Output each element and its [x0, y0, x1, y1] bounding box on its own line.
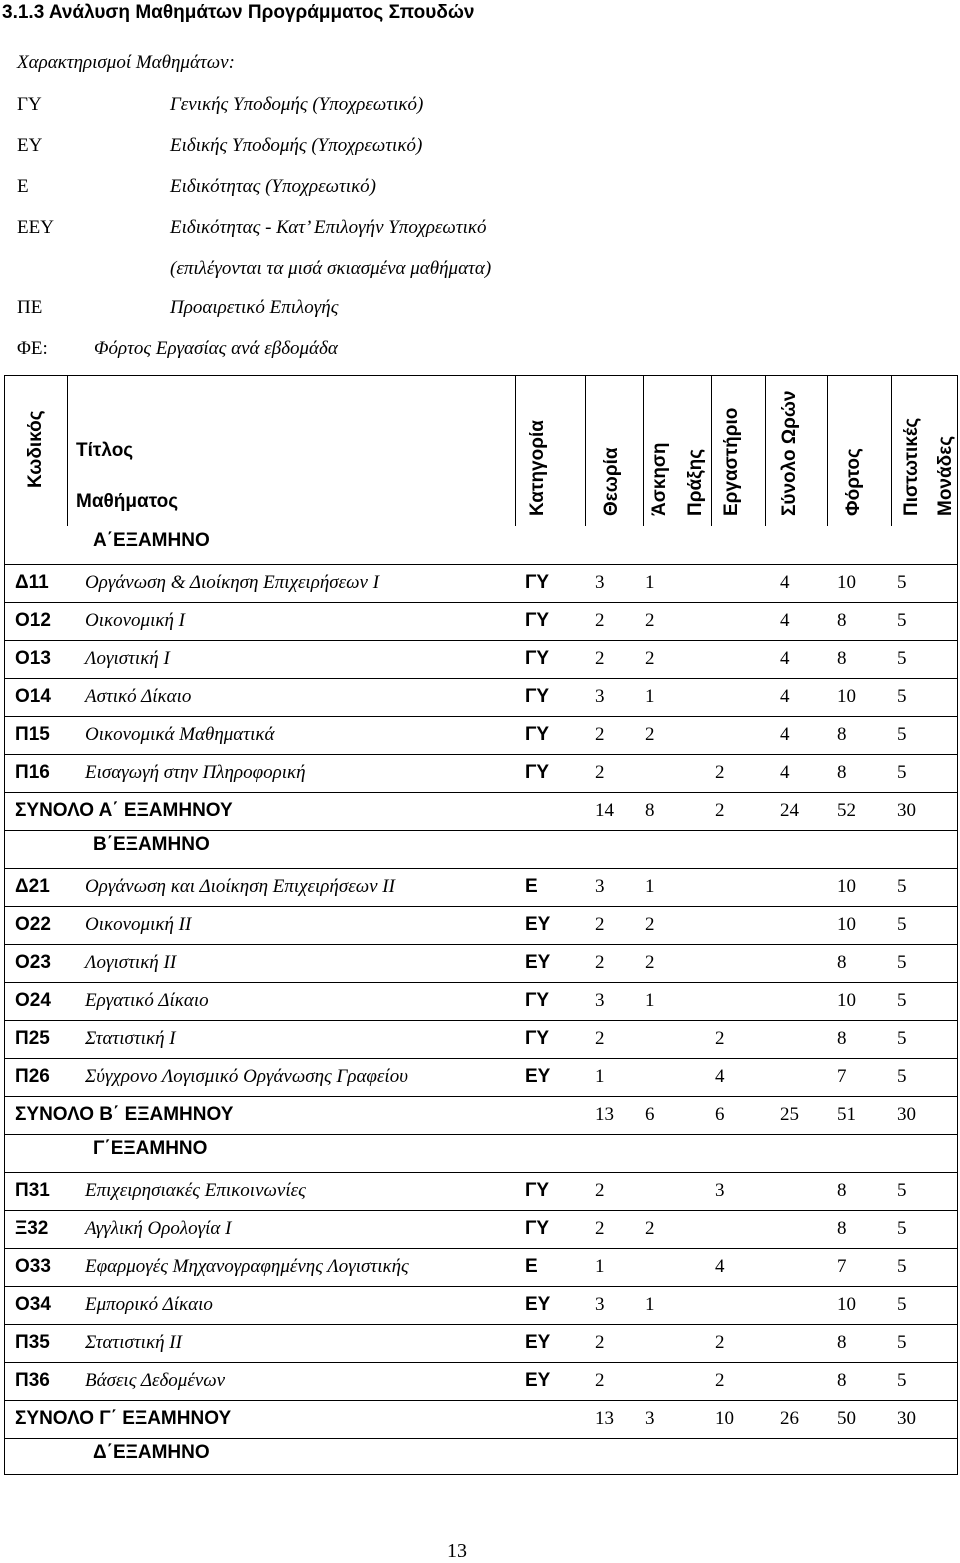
semester-label: Β΄ΕΞΑΜΗΝΟ: [93, 834, 210, 855]
course-title: Αστικό Δίκαιο: [85, 686, 192, 707]
course-title: Οικονομική ΙΙ: [85, 914, 192, 935]
course-title: Επιχειρησιακές Επικοινωνίες: [85, 1180, 306, 1201]
total-exercise: 6: [645, 1104, 655, 1125]
course-exercise: 2: [645, 1218, 655, 1239]
course-code: Ξ32: [15, 1218, 49, 1239]
legend-code: ΕΕΥ: [17, 217, 54, 238]
course-category: ΓΥ: [525, 686, 550, 707]
row-divider: [5, 830, 957, 831]
course-category: Ε: [525, 1256, 538, 1277]
course-hours: 4: [780, 610, 790, 631]
table-row: [5, 1058, 957, 1096]
header-divider: [891, 376, 892, 526]
total-theory: 14: [595, 800, 614, 821]
course-exercise: 1: [645, 1294, 655, 1315]
header-divider: [67, 376, 68, 526]
table-row: [5, 716, 957, 754]
course-theory: 3: [595, 990, 605, 1011]
course-code: Π35: [15, 1332, 50, 1353]
page-number: 13: [447, 1540, 467, 1562]
course-category: Ε: [525, 876, 538, 897]
course-credits: 5: [897, 1332, 907, 1353]
semester-label: Γ΄ΕΞΑΜΗΝΟ: [93, 1138, 208, 1159]
semester-total-row: [5, 1400, 957, 1438]
table-row: [5, 602, 957, 640]
course-exercise: 1: [645, 572, 655, 593]
total-credits: 30: [897, 1408, 916, 1429]
course-theory: 2: [595, 1218, 605, 1239]
course-title: Οργάνωση και Διοίκηση Επιχειρήσεων ΙΙ: [85, 876, 395, 897]
semester-total-label: ΣΥΝΟΛΟ Α΄ ΕΞΑΜΗΝΟΥ: [15, 800, 233, 821]
course-credits: 5: [897, 1218, 907, 1239]
legend-code: Ε: [17, 176, 29, 197]
course-hours: 4: [780, 648, 790, 669]
course-lab: 3: [715, 1180, 725, 1201]
course-hours: 4: [780, 724, 790, 745]
legend-description: Προαιρετικό Επιλογής: [170, 297, 339, 318]
course-title: Εμπορικό Δίκαιο: [85, 1294, 213, 1315]
semester-total-label: ΣΥΝΟΛΟ Γ΄ ΕΞΑΜΗΝΟΥ: [15, 1408, 232, 1429]
course-category: ΓΥ: [525, 572, 550, 593]
course-load: 8: [837, 1180, 847, 1201]
course-category: ΓΥ: [525, 648, 550, 669]
course-title: Εργατικό Δίκαιο: [85, 990, 209, 1011]
course-theory: 3: [595, 686, 605, 707]
course-theory: 2: [595, 1028, 605, 1049]
course-lab: 2: [715, 1332, 725, 1353]
semester-total-label: ΣΥΝΟΛΟ Β΄ ΕΞΑΜΗΝΟΥ: [15, 1104, 234, 1125]
row-divider: [5, 1134, 957, 1135]
row-divider: [5, 1438, 957, 1439]
course-lab: 2: [715, 762, 725, 783]
course-hours: 4: [780, 686, 790, 707]
course-exercise: 2: [645, 648, 655, 669]
total-lab: 6: [715, 1104, 725, 1125]
semester-label: Δ΄ΕΞΑΜΗΝΟ: [93, 1442, 210, 1463]
course-load: 10: [837, 1294, 856, 1315]
total-load: 52: [837, 800, 856, 821]
course-code: Ο22: [15, 914, 51, 935]
course-theory: 2: [595, 762, 605, 783]
course-code: Ο14: [15, 686, 51, 707]
course-credits: 5: [897, 990, 907, 1011]
course-credits: 5: [897, 572, 907, 593]
total-theory: 13: [595, 1408, 614, 1429]
course-credits: 5: [897, 876, 907, 897]
course-code: Π26: [15, 1066, 50, 1087]
semester-label: Α΄ΕΞΑΜΗΝΟ: [93, 530, 210, 551]
course-load: 7: [837, 1256, 847, 1277]
course-credits: 5: [897, 724, 907, 745]
table-row: [5, 1172, 957, 1210]
course-credits: 5: [897, 1256, 907, 1277]
total-hours: 26: [780, 1408, 799, 1429]
course-load: 8: [837, 1370, 847, 1391]
legend-code: ΕΥ: [17, 135, 43, 156]
table-row: [5, 1248, 957, 1286]
header-title-line1: Τίτλος: [76, 440, 134, 461]
course-code: Ο34: [15, 1294, 51, 1315]
course-code: Ο24: [15, 990, 51, 1011]
course-exercise: 2: [645, 914, 655, 935]
course-load: 8: [837, 1332, 847, 1353]
course-lab: 2: [715, 1370, 725, 1391]
table-row: [5, 564, 957, 602]
course-credits: 5: [897, 1180, 907, 1201]
course-title: Στατιστική ΙΙ: [85, 1332, 182, 1353]
header-divider: [827, 376, 828, 526]
legend-code: ΓΥ: [17, 94, 42, 115]
course-theory: 1: [595, 1066, 605, 1087]
course-title: Βάσεις Δεδομένων: [85, 1370, 226, 1391]
course-title: Λογιστική ΙΙ: [85, 952, 177, 973]
header-category: Κατηγορία: [527, 420, 548, 516]
course-title: Στατιστική Ι: [85, 1028, 176, 1049]
course-title: Οργάνωση & Διοίκηση Επιχειρήσεων Ι: [85, 572, 380, 593]
table-row: [5, 1286, 957, 1324]
legend-description: Ειδικής Υποδομής (Υποχρεωτικό): [170, 135, 423, 156]
total-load: 50: [837, 1408, 856, 1429]
course-title: Λογιστική Ι: [85, 648, 170, 669]
course-load: 10: [837, 914, 856, 935]
course-load: 8: [837, 762, 847, 783]
legend-title: Χαρακτηρισμοί Μαθημάτων:: [17, 52, 235, 73]
header-credits-line2: Μονάδες: [935, 435, 956, 516]
course-load: 8: [837, 610, 847, 631]
course-load: 8: [837, 648, 847, 669]
course-code: Δ21: [15, 876, 50, 897]
legend-code: ΦΕ:: [17, 338, 48, 359]
course-lab: 2: [715, 1028, 725, 1049]
header-divider: [711, 376, 712, 526]
course-theory: 2: [595, 1332, 605, 1353]
legend-description: Γενικής Υποδομής (Υποχρεωτικό): [170, 94, 424, 115]
course-credits: 5: [897, 1370, 907, 1391]
course-category: ΓΥ: [525, 762, 550, 783]
total-hours: 25: [780, 1104, 799, 1125]
total-theory: 13: [595, 1104, 614, 1125]
course-lab: 4: [715, 1066, 725, 1087]
table-row: [5, 678, 957, 716]
section-heading: 3.1.3 Ανάλυση Μαθημάτων Προγράμματος Σπουδών: [2, 2, 475, 23]
table-row: [5, 1362, 957, 1400]
header-lab: Εργαστήριο: [721, 407, 742, 516]
course-load: 8: [837, 1218, 847, 1239]
course-credits: 5: [897, 686, 907, 707]
course-lab: 4: [715, 1256, 725, 1277]
course-theory: 3: [595, 876, 605, 897]
header-theory: Θεωρία: [601, 447, 622, 516]
course-theory: 1: [595, 1256, 605, 1277]
course-credits: 5: [897, 952, 907, 973]
legend-description: Φόρτος Εργασίας ανά εβδομάδα: [94, 338, 338, 359]
total-load: 51: [837, 1104, 856, 1125]
table-row: [5, 1324, 957, 1362]
course-theory: 3: [595, 572, 605, 593]
course-credits: 5: [897, 648, 907, 669]
total-hours: 24: [780, 800, 799, 821]
course-category: ΕΥ: [525, 1294, 551, 1315]
total-exercise: 8: [645, 800, 655, 821]
course-category: ΕΥ: [525, 1332, 551, 1353]
course-category: ΓΥ: [525, 724, 550, 745]
course-load: 10: [837, 686, 856, 707]
table-row: [5, 868, 957, 906]
legend-description: Ειδικότητας - Κατ’ Επιλογήν Υποχρεωτικό: [170, 217, 487, 238]
course-theory: 2: [595, 952, 605, 973]
course-credits: 5: [897, 1028, 907, 1049]
course-code: Π15: [15, 724, 50, 745]
course-exercise: 2: [645, 952, 655, 973]
table-row: [5, 1210, 957, 1248]
course-title: Οικονομική Ι: [85, 610, 185, 631]
course-load: 10: [837, 990, 856, 1011]
course-title: Εισαγωγή στην Πληροφορική: [85, 762, 306, 783]
course-theory: 2: [595, 914, 605, 935]
table-row: [5, 906, 957, 944]
course-code: Ο13: [15, 648, 51, 669]
course-hours: 4: [780, 762, 790, 783]
total-credits: 30: [897, 1104, 916, 1125]
total-exercise: 3: [645, 1408, 655, 1429]
course-title: Αγγλική Ορολογία Ι: [85, 1218, 232, 1239]
course-credits: 5: [897, 914, 907, 935]
course-category: ΓΥ: [525, 610, 550, 631]
course-theory: 2: [595, 648, 605, 669]
course-code: Ο33: [15, 1256, 51, 1277]
header-divider: [515, 376, 516, 526]
header-divider: [765, 376, 766, 526]
course-load: 7: [837, 1066, 847, 1087]
course-load: 10: [837, 572, 856, 593]
course-category: ΓΥ: [525, 1218, 550, 1239]
course-title: Εφαρμογές Μηχανογραφημένης Λογιστικής: [85, 1256, 409, 1277]
header-credits-line1: Πιστωτικές: [901, 417, 922, 516]
header-total-hours: Σύνολο Ωρών: [779, 390, 800, 516]
header-exercise-line2: Πράξης: [685, 448, 706, 516]
table-row: [5, 640, 957, 678]
course-hours: 4: [780, 572, 790, 593]
course-category: ΕΥ: [525, 952, 551, 973]
course-category: ΓΥ: [525, 1028, 550, 1049]
total-lab: 10: [715, 1408, 734, 1429]
course-exercise: 1: [645, 990, 655, 1011]
course-category: ΕΥ: [525, 1370, 551, 1391]
total-credits: 30: [897, 800, 916, 821]
course-credits: 5: [897, 1294, 907, 1315]
semester-total-row: [5, 1096, 957, 1134]
course-exercise: 1: [645, 876, 655, 897]
course-code: Ο12: [15, 610, 51, 631]
course-load: 8: [837, 952, 847, 973]
course-load: 8: [837, 724, 847, 745]
table-row: [5, 944, 957, 982]
total-lab: 2: [715, 800, 725, 821]
course-code: Π31: [15, 1180, 50, 1201]
course-load: 8: [837, 1028, 847, 1049]
course-exercise: 1: [645, 686, 655, 707]
course-category: ΕΥ: [525, 1066, 551, 1087]
course-code: Δ11: [15, 572, 49, 593]
course-theory: 2: [595, 724, 605, 745]
course-category: ΓΥ: [525, 1180, 550, 1201]
course-table: [4, 375, 958, 1475]
course-credits: 5: [897, 762, 907, 783]
legend-code: ΠΕ: [17, 297, 43, 318]
legend-description: (επιλέγονται τα μισά σκιασμένα μαθήματα): [170, 258, 492, 279]
table-row: [5, 754, 957, 792]
course-credits: 5: [897, 1066, 907, 1087]
course-code: Π25: [15, 1028, 50, 1049]
course-code: Ο23: [15, 952, 51, 973]
header-divider: [643, 376, 644, 526]
course-credits: 5: [897, 610, 907, 631]
semester-total-row: [5, 792, 957, 830]
course-title: Σύγχρονο Λογισμικό Οργάνωσης Γραφείου: [85, 1066, 408, 1087]
table-row: [5, 982, 957, 1020]
course-title: Οικονομικά Μαθηματικά: [85, 724, 275, 745]
header-load: Φόρτος: [843, 448, 864, 516]
course-category: ΓΥ: [525, 990, 550, 1011]
course-code: Π16: [15, 762, 50, 783]
course-theory: 2: [595, 610, 605, 631]
header-divider: [585, 376, 586, 526]
legend-description: Ειδικότητας (Υποχρεωτικό): [170, 176, 377, 197]
header-code: Κωδικός: [25, 410, 46, 488]
header-exercise-line1: Άσκηση: [649, 442, 670, 516]
course-theory: 2: [595, 1370, 605, 1391]
course-theory: 3: [595, 1294, 605, 1315]
course-exercise: 2: [645, 610, 655, 631]
course-category: ΕΥ: [525, 914, 551, 935]
course-code: Π36: [15, 1370, 50, 1391]
course-theory: 2: [595, 1180, 605, 1201]
course-load: 10: [837, 876, 856, 897]
course-exercise: 2: [645, 724, 655, 745]
table-row: [5, 1020, 957, 1058]
header-title-line2: Μαθήματος: [76, 491, 179, 512]
